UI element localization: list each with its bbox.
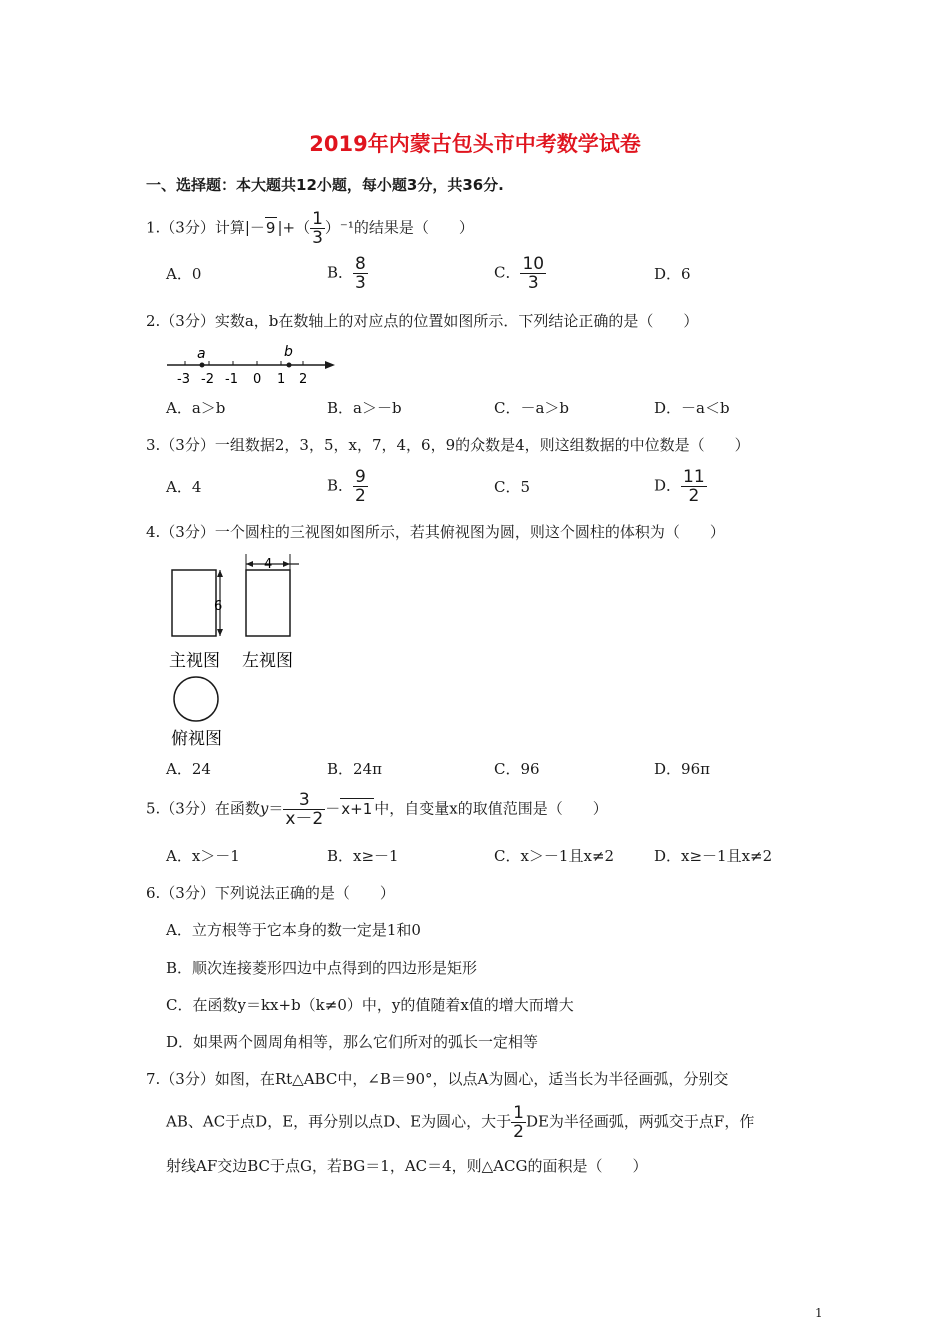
q7-frac-num: 1 (513, 1103, 524, 1123)
q5-option-b: B．x≥－1 (327, 847, 399, 865)
width-label: 4 (264, 557, 273, 572)
question-3: 3.（3分）一组数据2，3，5，x，7，4，6，9的众数是4，则这组数据的中位数是（ ） (146, 436, 750, 454)
q7-frac-den: 2 (513, 1122, 524, 1142)
q2-option-a: A．a＞b (166, 399, 226, 417)
width-arrow-left (246, 561, 253, 567)
q5-sqrt: x+1 (341, 799, 373, 818)
q5-option-c: C．x＞－1且x≠2 (494, 847, 615, 865)
q1-prefix: 1.（3分）计算|－ (146, 218, 265, 237)
q1-c-den: 3 (527, 273, 539, 293)
q1-option-a: A．0 (166, 265, 202, 283)
height-arrow-top (217, 570, 223, 577)
q6-option-c: C．在函数y＝kx+b（k≠0）中，y的值随着x值的增大而增大 (166, 996, 574, 1014)
number-line-figure (165, 342, 340, 388)
q1-option-b (327, 255, 368, 292)
q4-option-c: C．96 (494, 760, 540, 778)
side-view-caption: 左视图 (242, 651, 293, 671)
q3-option-b (327, 468, 368, 505)
q1-c-num: 10 (522, 254, 545, 274)
q3-d-den: 2 (688, 486, 700, 506)
q1-fraction (310, 210, 325, 247)
q1-option-c (494, 255, 546, 292)
q1-option-d: D．6 (654, 265, 691, 283)
q5-eq: ＝ (268, 799, 284, 818)
question-5 (146, 791, 608, 828)
width-arrow-right (283, 561, 290, 567)
q2-option-c: C．－a＞b (494, 399, 570, 417)
q5-prefix: 5.（3分）在函数 (146, 799, 260, 818)
question-7-line-3: 射线AF交边BC于点G，若BG＝1，AC＝4，则△ACG的面积是（ ） (166, 1157, 648, 1175)
tick-label: -1 (225, 372, 238, 387)
q1-frac-den: 3 (312, 228, 323, 248)
q5-option-a: A．x＞－1 (166, 847, 240, 865)
page-title: 2019年内蒙古包头市中考数学试卷 (309, 132, 641, 156)
q1-c-frac (520, 255, 546, 292)
height-label: 6 (214, 599, 223, 614)
tick-label: -2 (201, 372, 214, 387)
q1-b-frac (353, 255, 368, 292)
point-b-dot (287, 363, 292, 368)
three-view-figure (165, 552, 315, 752)
q7-line2-b: DE为半径画弧，两弧交于点F，作 (525, 1112, 755, 1131)
point-a-dot (200, 363, 205, 368)
q1-exp: ）⁻¹的结果是（ ） (324, 218, 474, 237)
top-view-circle (174, 677, 218, 721)
q7-line2-a: AB、AC于点D，E，再分别以点D、E为圆心，大于 (166, 1112, 512, 1131)
q7-fraction (511, 1104, 526, 1141)
question-7-line-1: 7.（3分）如图，在Rt△ABC中，∠B＝90°，以点A为圆心，适当长为半径画弧，分别交 (146, 1070, 729, 1088)
q5-frac-den: x－2 (285, 809, 324, 829)
q3-option-c: C．5 (494, 478, 531, 496)
height-arrow-bottom (217, 629, 223, 636)
q3-d-frac (681, 468, 707, 505)
question-4: 4.（3分）一个圆柱的三视图如图所示，若其俯视图为圆，则这个圆柱的体积为（ ） (146, 523, 725, 541)
tick-label: 0 (253, 372, 262, 387)
q4-option-d: D．96π (654, 760, 710, 778)
question-6: 6.（3分）下列说法正确的是（ ） (146, 884, 395, 902)
question-2: 2.（3分）实数a，b在数轴上的对应点的位置如图所示．下列结论正确的是（ ） (146, 312, 699, 330)
top-view-caption: 俯视图 (171, 729, 222, 749)
page-number: 1 (815, 1306, 823, 1320)
q1-b-den: 3 (355, 273, 366, 293)
front-view-caption: 主视图 (169, 651, 220, 671)
q4-option-b: B．24π (327, 760, 382, 778)
q3-d-num: 11 (683, 467, 705, 487)
q2-option-b: B．a＞－b (327, 399, 402, 417)
q4-option-a: A．24 (166, 760, 211, 778)
q1-sqrt: 9 (265, 218, 276, 237)
q5-y: y (259, 799, 269, 818)
q6-option-a: A．立方根等于它本身的数一定是1和0 (166, 921, 421, 939)
q1-b-label: B． (327, 263, 354, 282)
q1-c-label: C． (494, 263, 521, 282)
q3-b-den: 2 (355, 486, 366, 506)
q2-option-d: D．－a＜b (654, 399, 730, 417)
q1-mid: |+（ (277, 218, 311, 237)
tick-label: 2 (299, 372, 308, 387)
tick-label: -3 (177, 372, 190, 387)
q5-minus: － (325, 799, 341, 818)
q3-b-label: B． (327, 476, 354, 495)
side-view-rect (246, 570, 290, 636)
q6-option-b: B．顺次连接菱形四边中点得到的四边形是矩形 (166, 959, 478, 977)
point-b-label: b (284, 344, 293, 360)
q3-b-num: 9 (355, 467, 366, 487)
section-heading: 一、选择题：本大题共12小题，每小题3分，共36分. (146, 176, 504, 194)
q5-fraction (283, 791, 325, 828)
q5-frac-num: 3 (283, 791, 325, 810)
question-1 (146, 210, 474, 247)
q1-b-num: 8 (355, 254, 366, 274)
number-line-arrow (325, 361, 335, 369)
q3-option-d (654, 468, 707, 505)
q3-d-label: D． (654, 476, 682, 495)
q3-b-frac (353, 468, 368, 505)
tick-label: 1 (277, 372, 286, 387)
front-view-rect (172, 570, 216, 636)
q3-option-a: A．4 (166, 478, 202, 496)
q5-option-d: D．x≥－1且x≠2 (654, 847, 773, 865)
q1-frac-num: 1 (312, 209, 323, 229)
q6-option-d: D．如果两个圆周角相等，那么它们所对的弧长一定相等 (166, 1033, 539, 1051)
question-7-line-2 (166, 1104, 754, 1141)
point-a-label: a (197, 346, 206, 362)
q5-suffix: 中，自变量x的取值范围是（ ） (374, 799, 608, 818)
